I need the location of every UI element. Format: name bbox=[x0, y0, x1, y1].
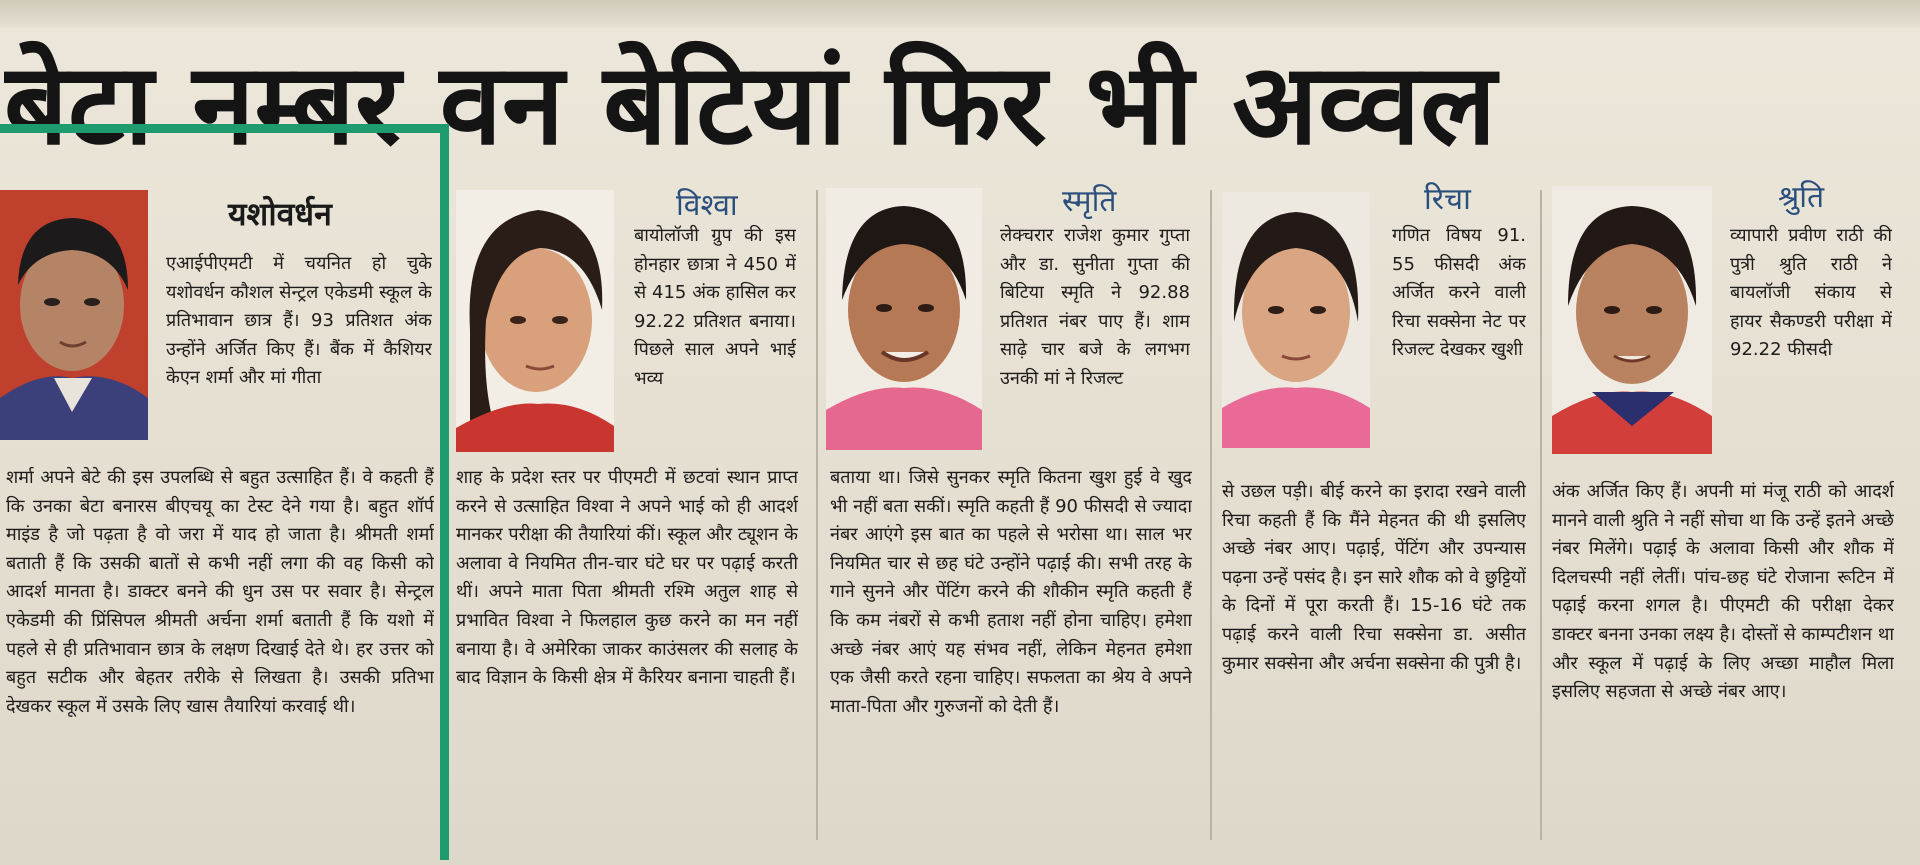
headline: बेटा नम्बर वन बेटियां फिर भी अव्वल bbox=[4, 40, 1497, 170]
article-body-yashovardhan: शर्मा अपने बेटे की इस उपलब्धि से बहुत उत्साहित हैं। वे कहती हैं कि उनका बेटा बनारस बीएचयू का टेस्ट देने गया है। बहुत शॉर्प माइंड है जो पढ़ता है वो जरा में याद हो जाता है। श्रीमती शर्मा बताती हैं कि उसकी बातों से कभी नहीं लगा की वह किसी को आदर्श मानता है। डाक्टर बनने की धुन उस पर सवार है। सेन्ट्रल एकेडमी की प्रिंसिपल श्रीमती अर्चना शर्मा बताती हैं कि यशो में पहले से ही प्रतिभावान छात्र के लक्षण दिखाई देते थे। हर उत्तर को बहुत सटीक और बेहतर तरीके से लिखता है। उसकी प्रतिभा देखकर स्कूल में उसके लिए खास तैयारियां करवाई थी। bbox=[6, 467, 434, 717]
column-rule bbox=[1540, 190, 1542, 840]
article-body-shruti: अंक अर्जित किए हैं। अपनी मां मंजू राठी को आदर्श मानने वाली श्रुति ने नहीं सोचा था कि उन्हें इतने अच्छे नंबर मिलेंगे। पढ़ाई के अलावा किसी और शौक में दिलचस्पी नहीं लेतीं। पांच-छह घंटे रोजाना रूटिन में पढ़ाई करना शगल है। पीएमटी की परीक्षा देकर डाक्टर बनना उनका लक्ष्य है। दोस्तों से काम्पटीशन था और स्कूल में पढ़ाई के लिए अच्छा माहौल मिला इसलिए सहजता से अच्छे नंबर आए। bbox=[1552, 481, 1894, 703]
page-top-edge bbox=[0, 0, 1920, 28]
article-name-shruti: श्रुति bbox=[1778, 180, 1825, 215]
article-intro-smriti: लेक्चरार राजेश कुमार गुप्ता और डा. सुनीता गुप्ता की बिटिया स्मृति ने 92.88 प्रतिशत नंबर पाए हैं। शाम साढ़े चार बजे के लगभग उनकी मां ने रिजल्ट bbox=[1000, 225, 1190, 389]
article-body-richa: से उछल पड़ी। बीई करने का इरादा रखने वाली रिचा कहती हैं कि मैंने मेहनत की थी इसलिए अच्छे नंबर आए। पढ़ाई, पेंटिंग और उपन्यास पढ़ना उन्हें पसंद है। इन सारे शौक को वे छुट्टियों के दिनों में पूरा करती हैं। 15-16 घंटे तक पढ़ाई करने वाली रिचा सक्सेना डा. असीत कुमार सक्सेना और अर्चना सक्सेना की पुत्री है। bbox=[1222, 481, 1526, 674]
column-rule bbox=[1210, 190, 1212, 840]
article-intro-vishwa: बायोलॉजी ग्रुप की इस होनहार छात्रा ने 450 में से 415 अंक हासिल कर 92.22 प्रतिशत बनाया। पिछले साल अपने भाई भव्य bbox=[634, 225, 796, 389]
article-name-yashovardhan: यशोवर्धन bbox=[228, 195, 332, 233]
article-name-vishwa: विश्वा bbox=[676, 188, 738, 223]
article-body-vishwa: शाह के प्रदेश स्तर पर पीएमटी में छटवां स्थान प्राप्त करने से उत्साहित विश्वा ने अपने भाई को ही आदर्श मानकर परीक्षा की तैयारियां कीं। स्कूल और ट्यूशन के अलावा वे नियमित तीन-चार घंटे घर पर पढ़ाई करती थीं। अपने माता पिता श्रीमती रश्मि अतुल शाह से प्रभावित विश्वा ने फिलहाल कुछ करने का मन नहीं बनाया है। वे अमेरिका जाकर काउंसलर की सलाह के बाद विज्ञान के किसी क्षेत्र में कैरियर बनाना चाहती हैं। bbox=[456, 467, 798, 689]
article-name-richa: रिचा bbox=[1424, 182, 1471, 217]
photo-yashovardhan bbox=[0, 190, 148, 440]
article-body-smriti: बताया था। जिसे सुनकर स्मृति कितना खुश हुई वे खुद भी नहीं बता सकीं। स्मृति कहती हैं 90 फीसदी से ज्यादा नंबर आएंगे इस बात का पहले से भरोसा था। साल भर नियमित चार से छह घंटे उन्होंने पढ़ाई की। सभी तरह के गाने सुनने और पेंटिंग करने की शौकीन स्मृति कहती हैं कि कम नंबरों से कभी हताश नहीं होना चाहिए। हमेशा अच्छे नंबर आएं यह संभव नहीं, लेकिन मेहनत हमेशा एक जैसी करते रहना चाहिए। सफलता का श्रेय वे अपने माता-पिता और गुरुजनों को देती हैं। bbox=[830, 467, 1192, 717]
article-intro-yashovardhan: एआईपीएमटी में चयनित हो चुके यशोवर्धन कौशल सेन्ट्रल एकेडमी स्कूल के प्रतिभावान छात्र हैं। 93 प्रतिशत अंक उन्होंने अर्जित किए हैं। बैंक में कैशियर केएन शर्मा और मां गीता bbox=[166, 253, 432, 389]
photo-smriti bbox=[826, 188, 982, 450]
article-name-smriti: स्मृति bbox=[1062, 184, 1117, 219]
photo-vishwa bbox=[456, 190, 614, 452]
photo-shruti bbox=[1552, 186, 1712, 454]
article-intro-shruti: व्यापारी प्रवीण राठी की पुत्री श्रुति राठी ने बायलॉजी संकाय से हायर सैकण्डरी परीक्षा में 92.22 फीसदी bbox=[1730, 225, 1892, 361]
article-intro-richa: गणित विषय 91. 55 फीसदी अंक अर्जित करने वाली रिचा सक्सेना नेट पर रिजल्ट देखकर खुशी bbox=[1392, 225, 1526, 361]
photo-richa bbox=[1222, 192, 1370, 448]
column-rule bbox=[816, 190, 818, 840]
